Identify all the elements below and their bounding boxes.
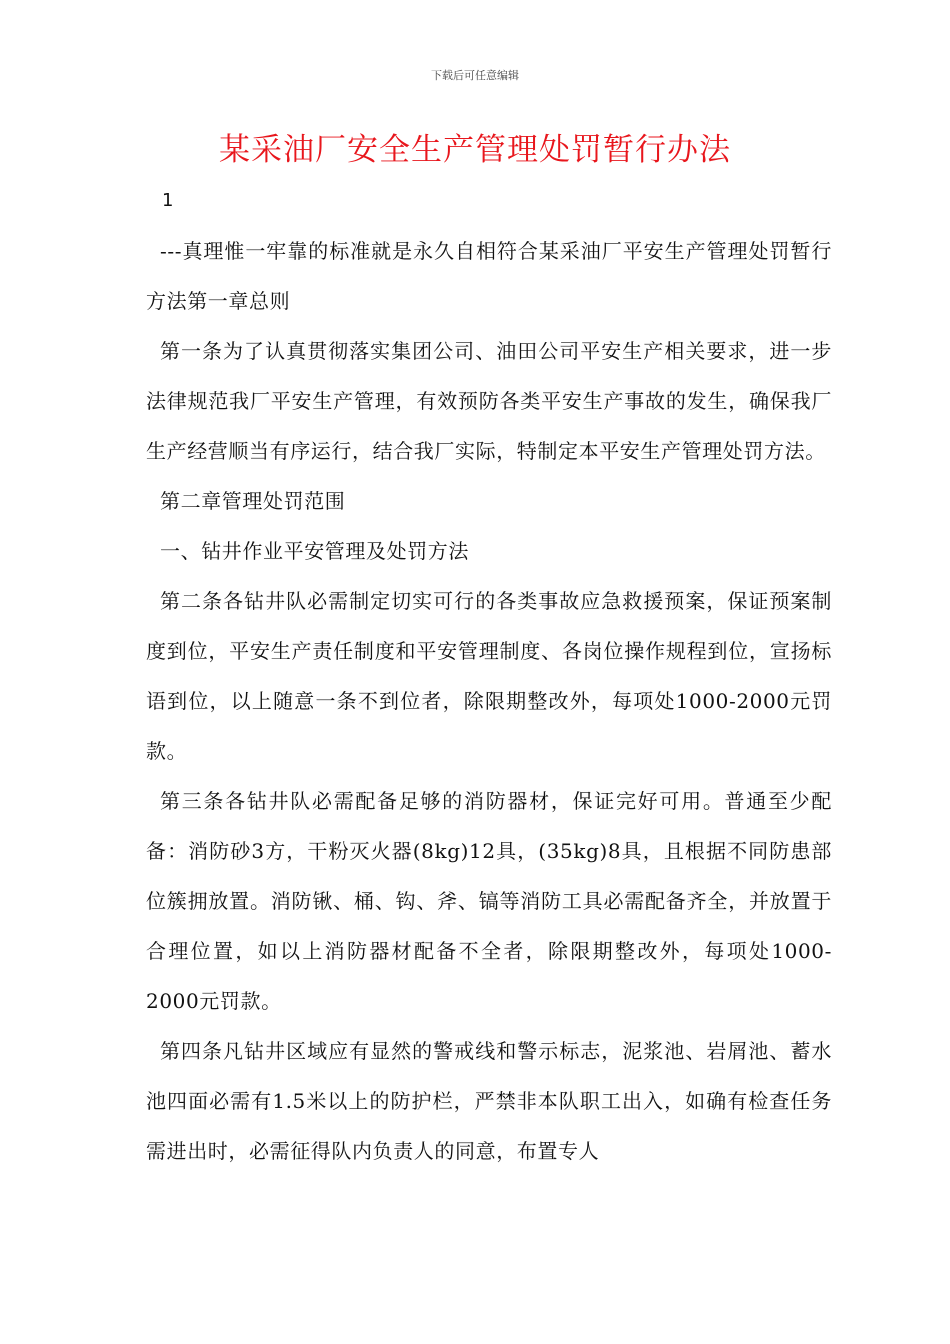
paragraph-section-1-heading: 一、钻井作业平安管理及处罚方法 [160,539,469,563]
paragraph-chapter-2-heading: 第二章管理处罚范围 [160,489,346,513]
document-body [146,226,832,1176]
page-number: 1 [162,190,174,211]
document-title: 某采油厂安全生产管理处罚暂行办法 [219,132,731,168]
header-note: 下载后可任意编辑 [431,69,519,82]
paragraph-article-1: 第一条为了认真贯彻落实集团公司、油田公司平安生产相关要求，进一步法律规范我厂平安生产管理，有效预防各类平安生产事故的发生，确保我厂生产经营顺当有序运行，结合我厂实际，特制定本平安生产管理处罚方法。 [146,339,832,463]
paragraph-article-3: 第三条各钻井队必需配备足够的消防器材，保证完好可用。普通至少配备：消防砂3方，干粉灭火器(8kg)12具，(35kg)8具，且根据不同防患部位簇拥放置。消防锹、桶、钩、斧、镐等消防工具必需配备齐全，并放置于合理位置，如以上消防器材配备不全者，除限期整改外，每项处1000-2000元罚款。 [146,789,832,1013]
paragraph-intro: ---真理惟一牢靠的标准就是永久自相符合某采油厂平安生产管理处罚暂行方法第一章总则 [146,239,832,313]
paragraph-article-2: 第二条各钻井队必需制定切实可行的各类事故应急救援预案，保证预案制度到位，平安生产责任制度和平安管理制度、各岗位操作规程到位，宣扬标语到位，以上随意一条不到位者，除限期整改外，每项处1000-2000元罚款。 [146,589,832,763]
paragraph-article-4: 第四条凡钻井区域应有显然的警戒线和警示标志，泥浆池、岩屑池、蓄水池四面必需有1.5米以上的防护栏，严禁非本队职工出入，如确有检查任务需进出时，必需征得队内负责人的同意，布置专人 [146,1039,832,1163]
